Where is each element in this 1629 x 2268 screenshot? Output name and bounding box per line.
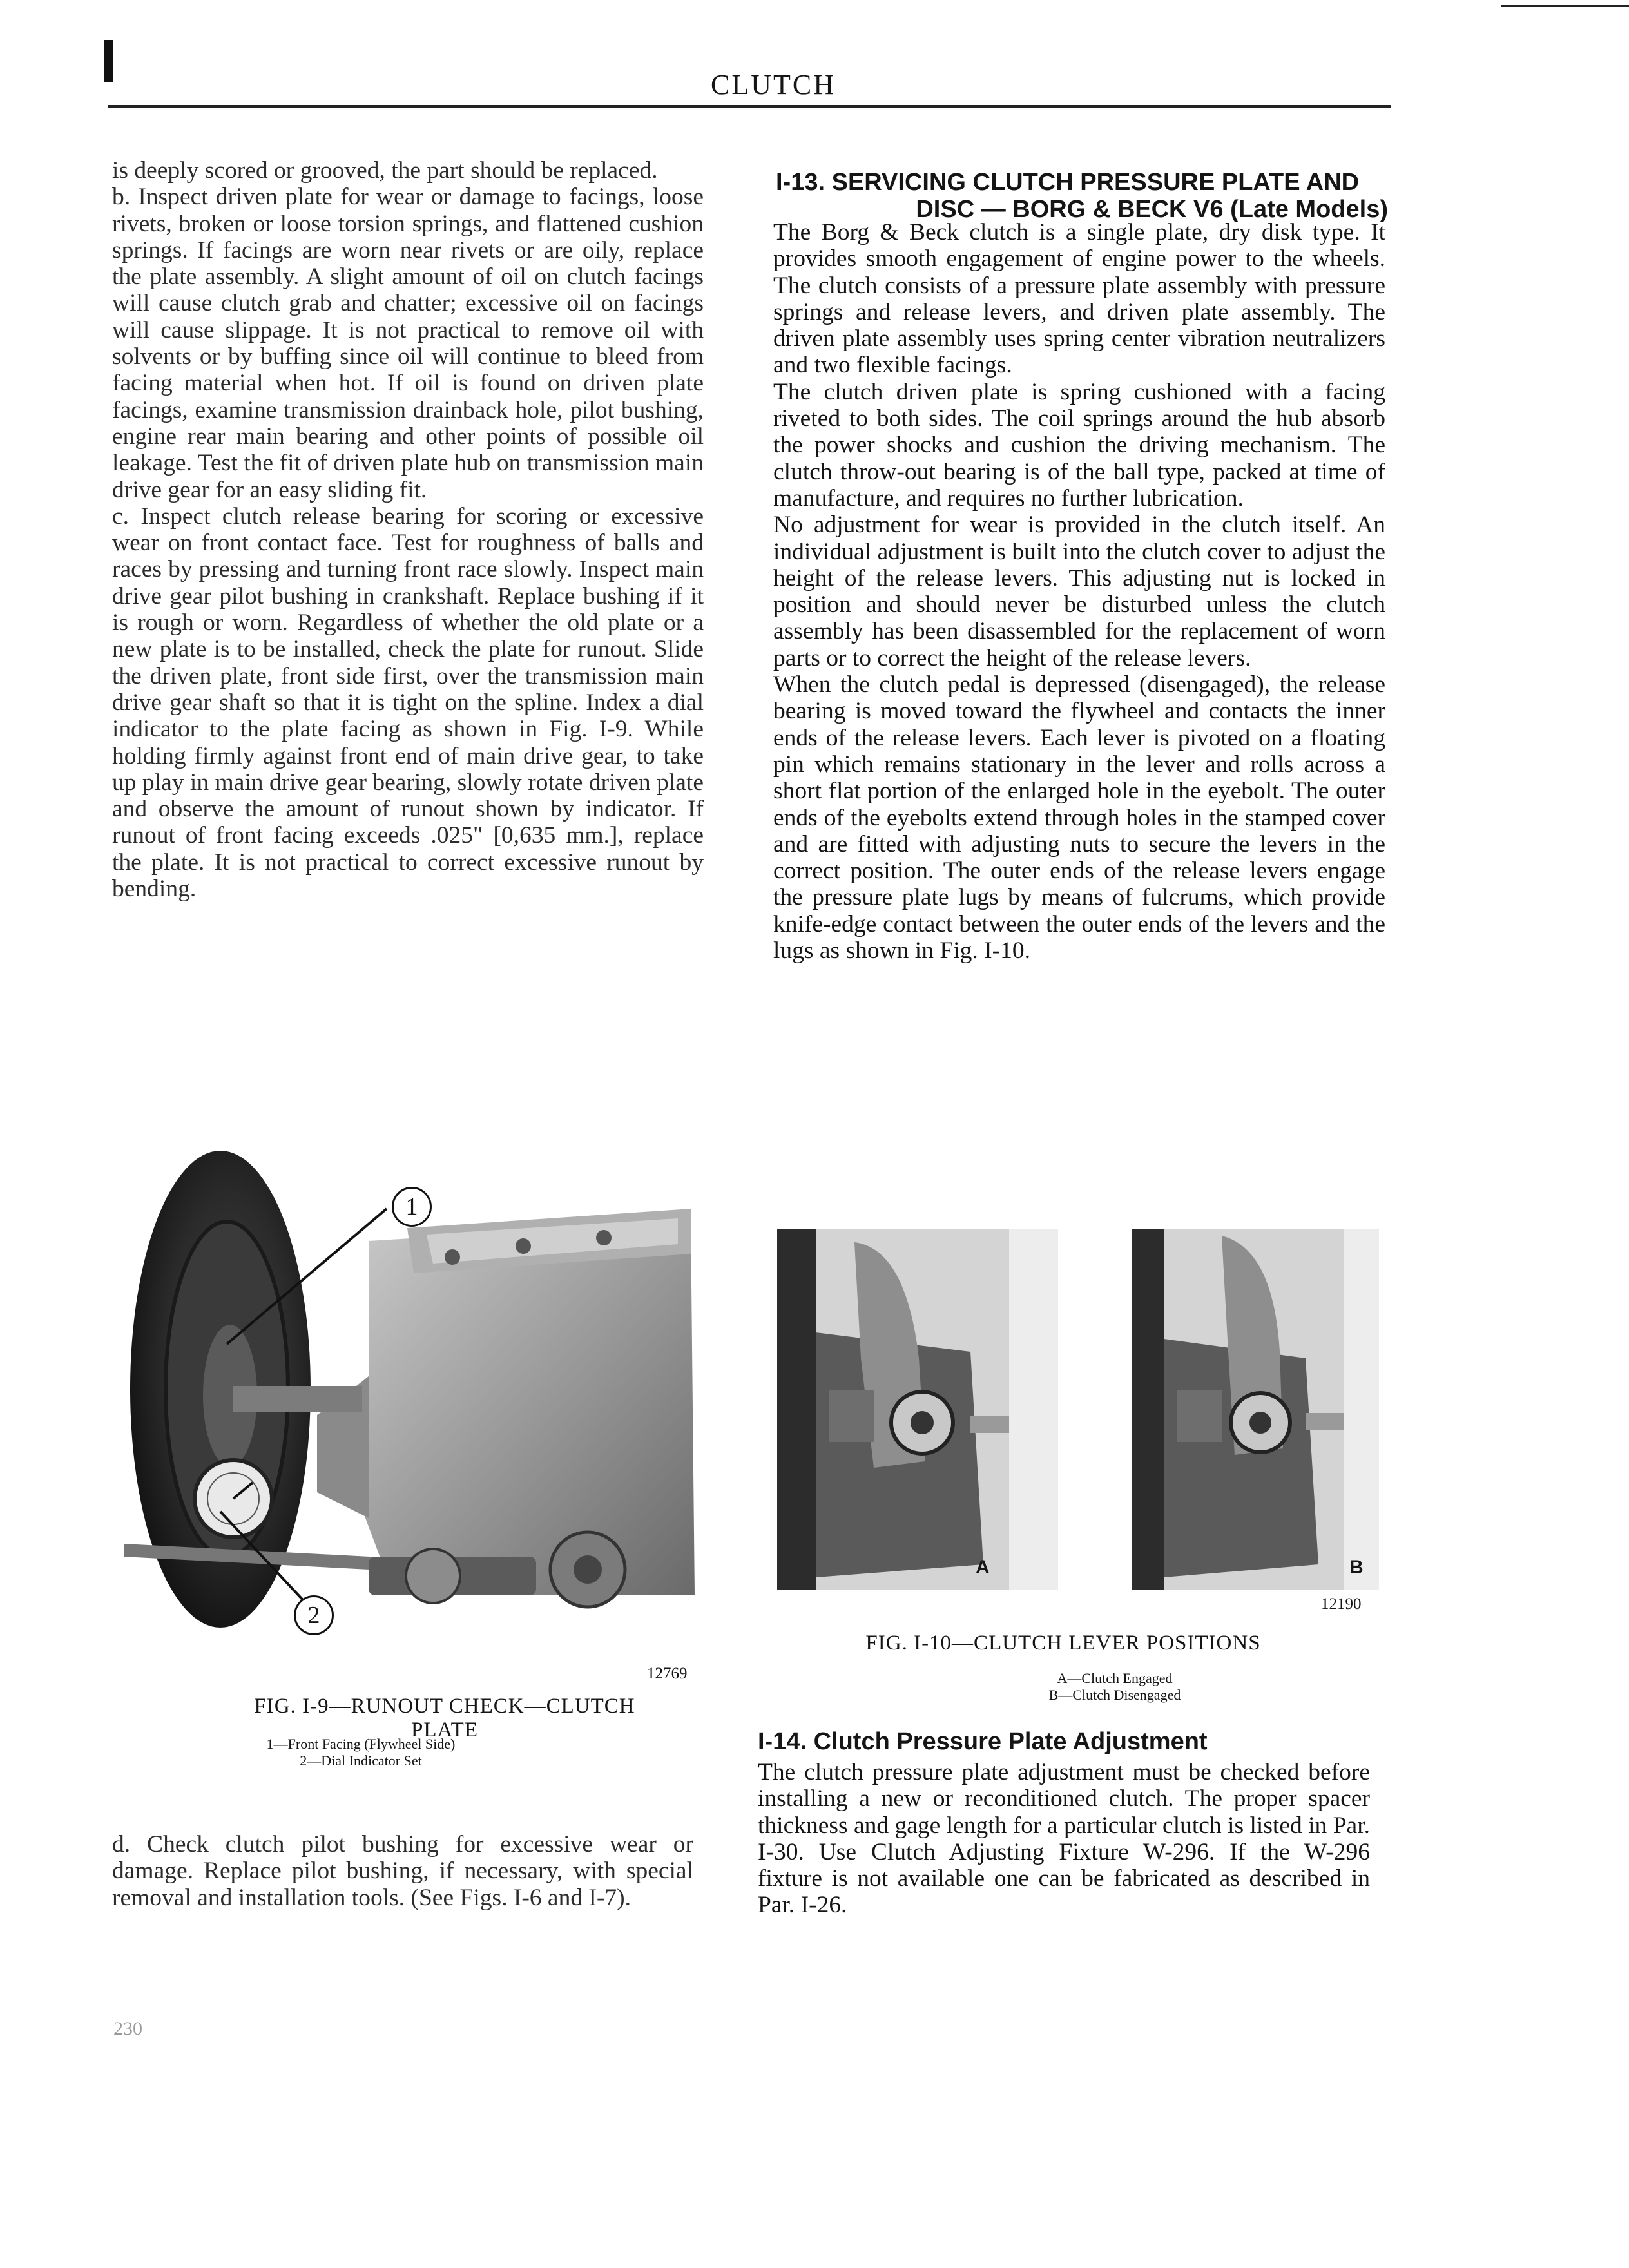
section-13-heading-line2: DISC — BORG & BECK V6 (Late Models) bbox=[916, 196, 1388, 223]
section-14-text bbox=[758, 1759, 1370, 1919]
left-paragraph-d: d. Check clutch pilot bushing for excessive wear or damage. Replace pilot bushing, if necessary, with special removal and installation tools. (See Figs. I-6 and I-7). bbox=[112, 1831, 693, 1911]
section-13-heading bbox=[776, 169, 1388, 223]
figure-10-legend bbox=[1018, 1670, 1211, 1704]
section-13-paragraph-4: When the clutch pedal is depressed (disengaged), the release bearing is moved toward the flywheel and contacts the inner ends of the release levers. Each lever is pivoted on a floating pin which remains stationary in the lever and rolls across a short flat portion of the enlarged hole in the eyebolt. The outer ends of the eyebolts extend through holes in the stamped cover and are fitted with adjusting nuts to secure the levers in the correct position. The outer ends of the release levers engage the pressure plate lugs by means of fulcrums, which provide knife-edge contact between the outer ends of the levers and the lugs as shown in Fig. I-10. bbox=[773, 671, 1385, 965]
left-paragraph-a: is deeply scored or grooved, the part should be replaced. bbox=[112, 157, 658, 184]
figure-9-callout-2: 2 bbox=[294, 1595, 334, 1635]
page-number: 230 bbox=[113, 2018, 142, 2039]
figure-9-callout-1: 1 bbox=[392, 1187, 432, 1227]
section-13-paragraph-2: The clutch driven plate is spring cushioned with a facing riveted to both sides. The coil springs around the hub absorb the power shocks and cushion the driving mechanism. The clutch throw-out bearing is of the ball type, packed at time of manufacture, and requires no further lubrication. bbox=[773, 378, 1385, 512]
figure-9-number: 12769 bbox=[647, 1665, 688, 1682]
figure-10-legend-b: B—Clutch Disengaged bbox=[1048, 1687, 1181, 1703]
header-rule bbox=[108, 105, 1391, 108]
figure-10-label-a: A bbox=[976, 1557, 990, 1578]
section-13-paragraph-1: The Borg & Beck clutch is a single plate, dry disk type. It provides smooth engagement of engine power to the wheels. The clutch consists of a pressure plate assembly with pressure springs and release levers, and driven plate assembly. The driven plate assembly uses spring center vibration neutralizers and two flexible facings. bbox=[773, 219, 1385, 379]
section-14-paragraph: The clutch pressure plate adjustment must be checked before installing a new or reconditioned clutch. The proper spacer thickness and gage length for a particular clutch is listed in Par. I-30. Use Clutch Adjusting Fixture W-296. If the W-296 fixture is not available one can be fabricated as described in Par. I-26. bbox=[758, 1759, 1370, 1919]
left-paragraph-b: b. Inspect driven plate for wear or damage to facings, loose rivets, broken or loose torsion springs, and flattened cushion springs. If facings are worn near rivets or are oily, replace the plate assembly. A slight amount of oil on clutch facings will cause clutch grab and chatter; excessive oil on facings will cause slippage. It is not practical to remove oil with solvents or by buffing since oil will continue to bleed from facing material when hot. If oil is found on driven plate facings, examine transmission drainback hole, pilot bushing, engine rear main bearing and other points of possible oil leakage. Test the fit of driven plate hub on transmission main drive gear for an easy sliding fit. bbox=[112, 184, 704, 503]
page-tab-mark bbox=[104, 40, 113, 82]
figure-9-legend-2: 2—Dial Indicator Set bbox=[300, 1753, 422, 1769]
figure-10-photo-b bbox=[1132, 1229, 1379, 1590]
section-13-heading-line1: I-13. SERVICING CLUTCH PRESSURE PLATE AND bbox=[776, 169, 1360, 196]
left-paragraph-c: c. Inspect clutch release bearing for scoring or excessive wear on front contact face. Test for roughness of balls and races by pressing and turning front race slowly. Inspect main drive gear pilot bushing in crankshaft. Replace bushing if it is rough or worn. Regardless of whether the old plate or a new plate is to be installed, check the plate for runout. Slide the driven plate, front side first, over the transmission main drive gear shaft so that it is tight on the spline. Index a dial indicator to the plate facing as shown in Fig. I-9. While holding firmly against front end of main drive gear, to take up play in main drive gear bearing, slowly rotate driven plate and observe the amount of runout shown by indicator. If runout of front facing exceeds .025" [0,635 mm.], replace the plate. It is not practical to correct excessive runout by bending. bbox=[112, 503, 704, 903]
figure-10-legend-a: A—Clutch Engaged bbox=[1057, 1670, 1173, 1686]
section-14-heading: I-14. Clutch Pressure Plate Adjustment bbox=[758, 1728, 1208, 1755]
corner-rule bbox=[1501, 5, 1629, 7]
left-column-text bbox=[112, 157, 704, 902]
running-head: CLUTCH bbox=[711, 69, 836, 101]
figure-10-number: 12190 bbox=[1321, 1595, 1362, 1613]
figure-10-title: FIG. I-10—CLUTCH LEVER POSITIONS bbox=[865, 1631, 1261, 1655]
figure-10-label-b: B bbox=[1349, 1557, 1364, 1578]
figure-9-title: FIG. I-9—RUNOUT CHECK—CLUTCH PLATE bbox=[254, 1695, 635, 1742]
figure-10-photo-a bbox=[777, 1229, 1058, 1590]
section-13-paragraph-3: No adjustment for wear is provided in the clutch itself. An individual adjustment is built into the clutch cover to adjust the height of the release levers. This adjusting nut is locked in position and should never be disturbed unless the clutch assembly has been disassembled for the replacement of worn parts or to correct the height of the release levers. bbox=[773, 512, 1385, 671]
left-paragraph-d-block bbox=[112, 1831, 693, 1911]
figure-9-legend-1: 1—Front Facing (Flywheel Side) bbox=[266, 1736, 456, 1752]
section-13-text bbox=[773, 219, 1385, 964]
figure-9-legend bbox=[213, 1736, 509, 1769]
